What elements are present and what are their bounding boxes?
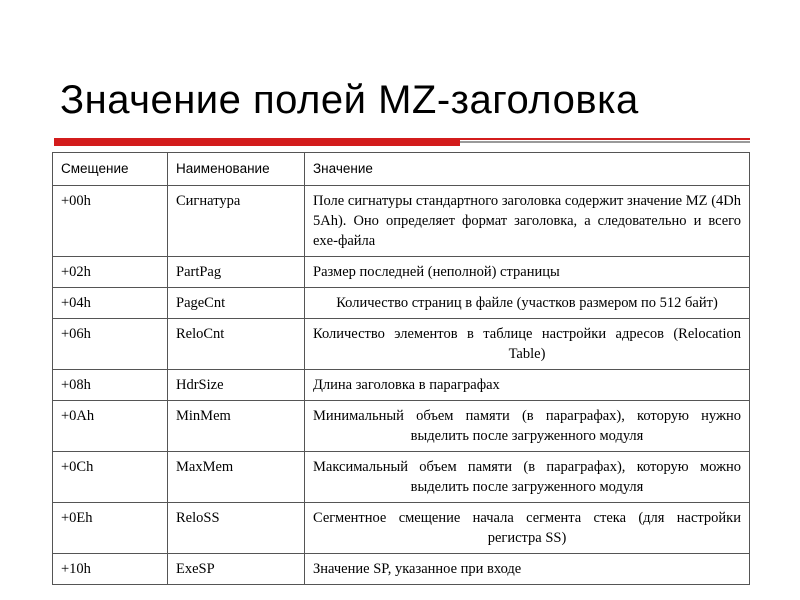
- cell-offset: +00h: [53, 186, 168, 257]
- cell-name: MaxMem: [168, 452, 305, 503]
- table-row: [53, 554, 750, 585]
- cell-value: Количество страниц в файле (участков размером по 512 байт): [305, 288, 750, 319]
- cell-offset: +0Ch: [53, 452, 168, 503]
- title-rule-red-thick: [54, 138, 460, 146]
- cell-offset: +04h: [53, 288, 168, 319]
- cell-name: HdrSize: [168, 370, 305, 401]
- table-row: [53, 401, 750, 452]
- table-row: [53, 288, 750, 319]
- cell-value: Сегментное смещение начала сегмента стека (для настройки регистра SS): [305, 503, 750, 554]
- cell-name: PageCnt: [168, 288, 305, 319]
- cell-offset: +08h: [53, 370, 168, 401]
- cell-name: MinMem: [168, 401, 305, 452]
- table-row: [53, 257, 750, 288]
- cell-value: Поле сигнатуры стандартного заголовка содержит значение MZ (4Dh 5Ah). Оно определяет формат заголовка, а следовательно и всего exe-файла: [305, 186, 750, 257]
- cell-value: Минимальный объем памяти (в параграфах), которую нужно выделить после загруженного модуля: [305, 401, 750, 452]
- cell-name: ReloCnt: [168, 319, 305, 370]
- cell-name: ReloSS: [168, 503, 305, 554]
- cell-value: Размер последней (неполной) страницы: [305, 257, 750, 288]
- cell-name: Сигнатура: [168, 186, 305, 257]
- cell-offset: +02h: [53, 257, 168, 288]
- cell-value: Максимальный объем памяти (в параграфах), которую можно выделить после загруженного модуля: [305, 452, 750, 503]
- cell-value: Количество элементов в таблице настройки адресов (Relocation Table): [305, 319, 750, 370]
- cell-name: PartPag: [168, 257, 305, 288]
- slide-title: Значение полей MZ-заголовка: [60, 78, 639, 122]
- table-row: [53, 370, 750, 401]
- table-row: [53, 319, 750, 370]
- header-offset: Смещение: [53, 153, 168, 186]
- cell-value: Значение SP, указанное при входе: [305, 554, 750, 585]
- cell-offset: +10h: [53, 554, 168, 585]
- table-header-row: [53, 153, 750, 186]
- cell-offset: +06h: [53, 319, 168, 370]
- table-row: [53, 503, 750, 554]
- title-rule-gray: [460, 141, 750, 143]
- mz-header-fields-table: [52, 152, 750, 585]
- cell-offset: +0Eh: [53, 503, 168, 554]
- table-row: [53, 452, 750, 503]
- cell-offset: +0Ah: [53, 401, 168, 452]
- cell-value: Длина заголовка в параграфах: [305, 370, 750, 401]
- cell-name: ExeSP: [168, 554, 305, 585]
- table-row: [53, 186, 750, 257]
- header-name: Наименование: [168, 153, 305, 186]
- header-value: Значение: [305, 153, 750, 186]
